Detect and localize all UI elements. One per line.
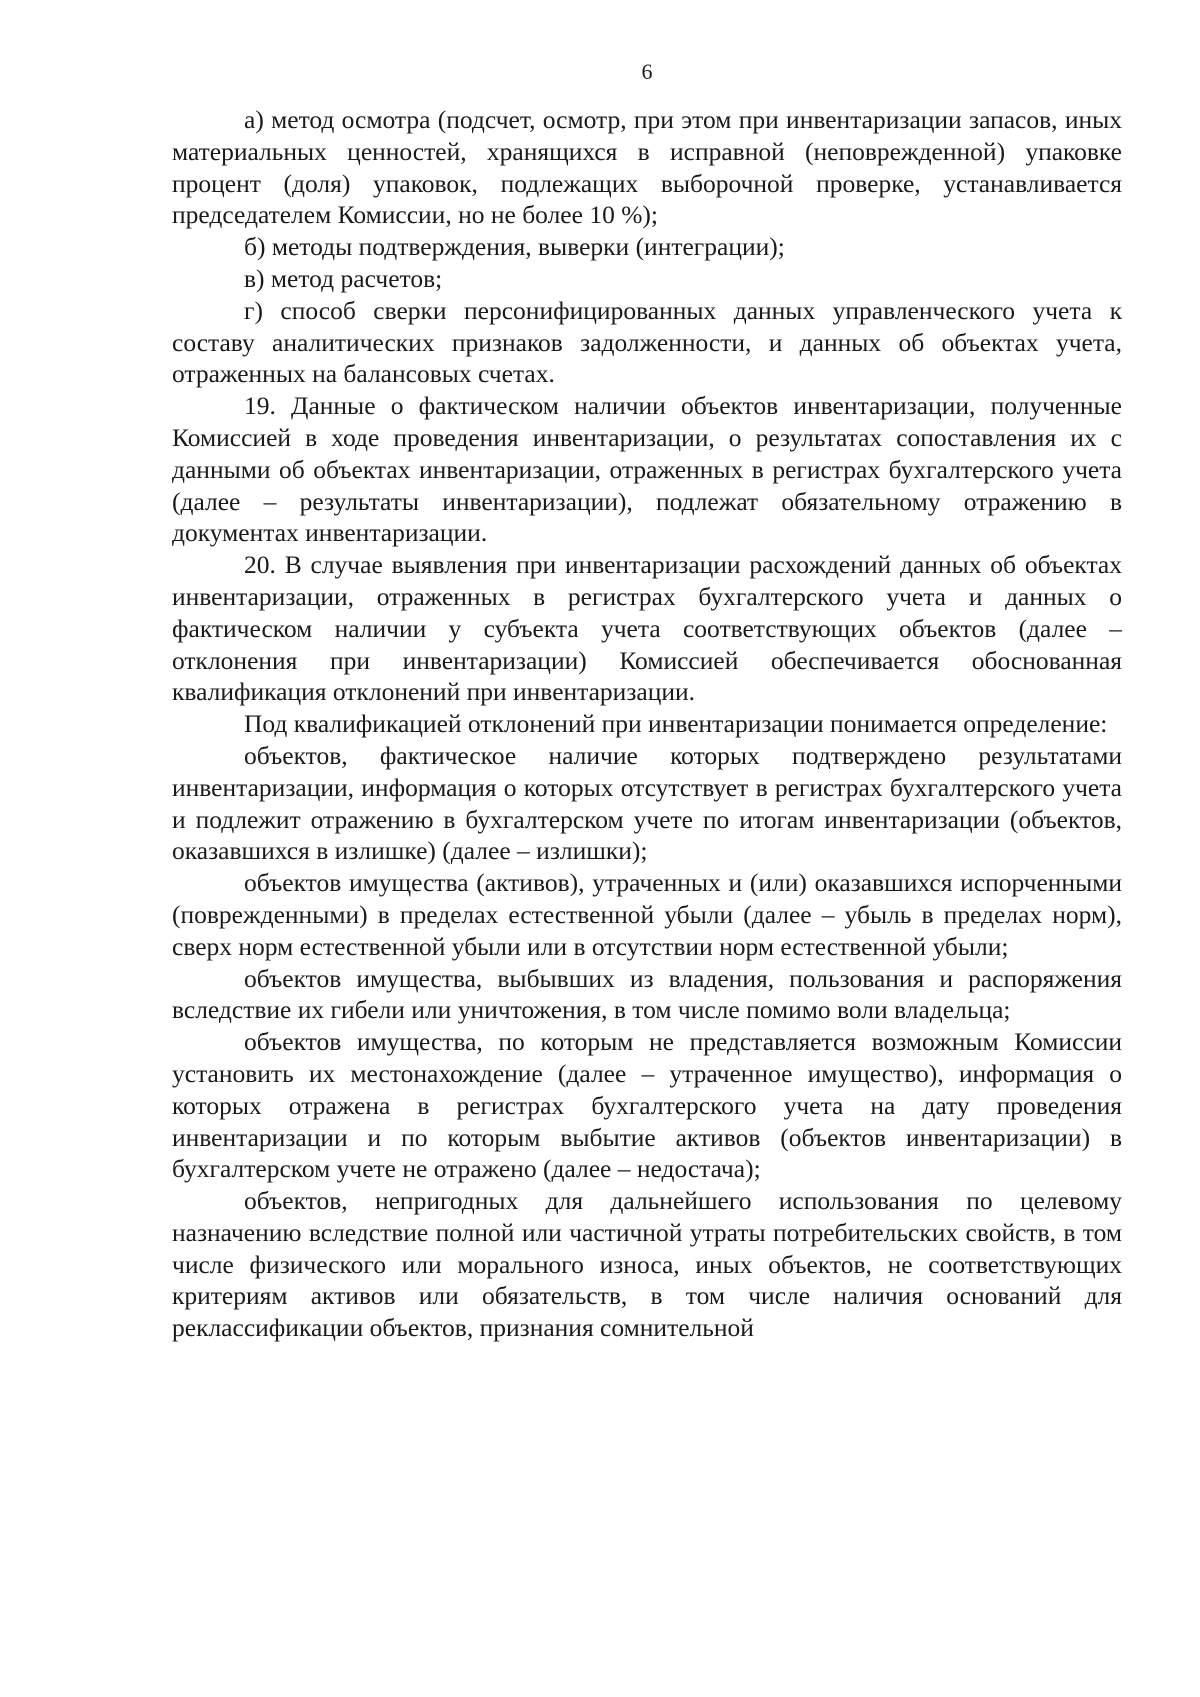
- paragraph-qualification-definition: Под квалификацией отклонений при инвентаризации понимается определение:: [244, 709, 1108, 739]
- paragraph-a-inspection-method: а) метод осмотра (подсчет, осмотр, при этом при инвентаризации запасов, иных материальных ценностей, хранящихся в исправной (неповрежденной) упаковке процент (доля) упаковок, подлежащих выборочной проверке, устанавливается председателем Комиссии, но не более 10 %);: [172, 105, 1122, 230]
- list-item-surpluses: объектов, фактическое наличие которых подтверждено результатами инвентаризации, информация о которых отсутствует в регистрах бухгалтерского учета и подлежит отражению в бухгалтерском учете по итогам инвентаризации (объектов, оказавшихся в излишке) (далее – излишки);: [172, 740, 1122, 866]
- page-number: 6: [641, 59, 653, 84]
- paragraph-g-reconciliation-method: г) способ сверки персонифицированных данных управленческого учета к составу аналитических признаков задолженности, и данных об объектах учета, отраженных на балансовых счетах.: [172, 295, 1122, 389]
- document-page: [172, 60, 1122, 1640]
- paragraph-v-calculation-method: в) метод расчетов;: [244, 263, 443, 293]
- paragraph-19-inventory-results: 19. Данные о фактическом наличии объектов инвентаризации, полученные Комиссией в ходе проведения инвентаризации, о результатах сопоставления их с данными об объектах инвентаризации, отраженных в регистрах бухгалтерского учета (далее – результаты инвентаризации), подлежат обязательному отражению в документах инвентаризации.: [172, 391, 1122, 548]
- list-item-disposed-property: объектов имущества, выбывших из владения, пользования и распоряжения вследствие их гибели или уничтожения, в том числе помимо воли владельца;: [172, 963, 1122, 1025]
- paragraph-20-inventory-deviations: 20. В случае выявления при инвентаризации расхождений данных об объектах инвентаризации, отраженных в регистрах бухгалтерского учета и данных о фактическом наличии у субъекта учета соответствующих объектов (далее – отклонения при инвентаризации) Комиссией обеспечивается обоснованная квалификация отклонений при инвентаризации.: [172, 550, 1122, 707]
- list-item-natural-loss: объектов имущества (активов), утраченных и (или) оказавшихся испорченными (поврежденными) в пределах естественной убыли (далее – убыль в пределах норм), сверх норм естественной убыли или в отсутствии норм естественной убыли;: [172, 868, 1122, 961]
- list-item-shortage: объектов имущества, по которым не представляется возможным Комиссии установить их местонахождение (далее – утраченное имущество), информация о которых отражена в регистрах бухгалтерского учета на дату проведения инвентаризации и по которым выбытие активов (объектов инвентаризации) в бухгалтерском учете не отражено (далее – недостача);: [172, 1027, 1122, 1184]
- paragraph-b-confirmation-methods: б) методы подтверждения, выверки (интеграции);: [244, 232, 785, 262]
- list-item-unusable-objects: объектов, непригодных для дальнейшего использования по целевому назначению вследствие полной или частичной утраты потребительских свойств, в том числе физического или морального износа, иных объектов, не соответствующих критериям активов или обязательств, в том числе наличия оснований для реклассификации объектов, признания сомнительной: [172, 1186, 1122, 1343]
